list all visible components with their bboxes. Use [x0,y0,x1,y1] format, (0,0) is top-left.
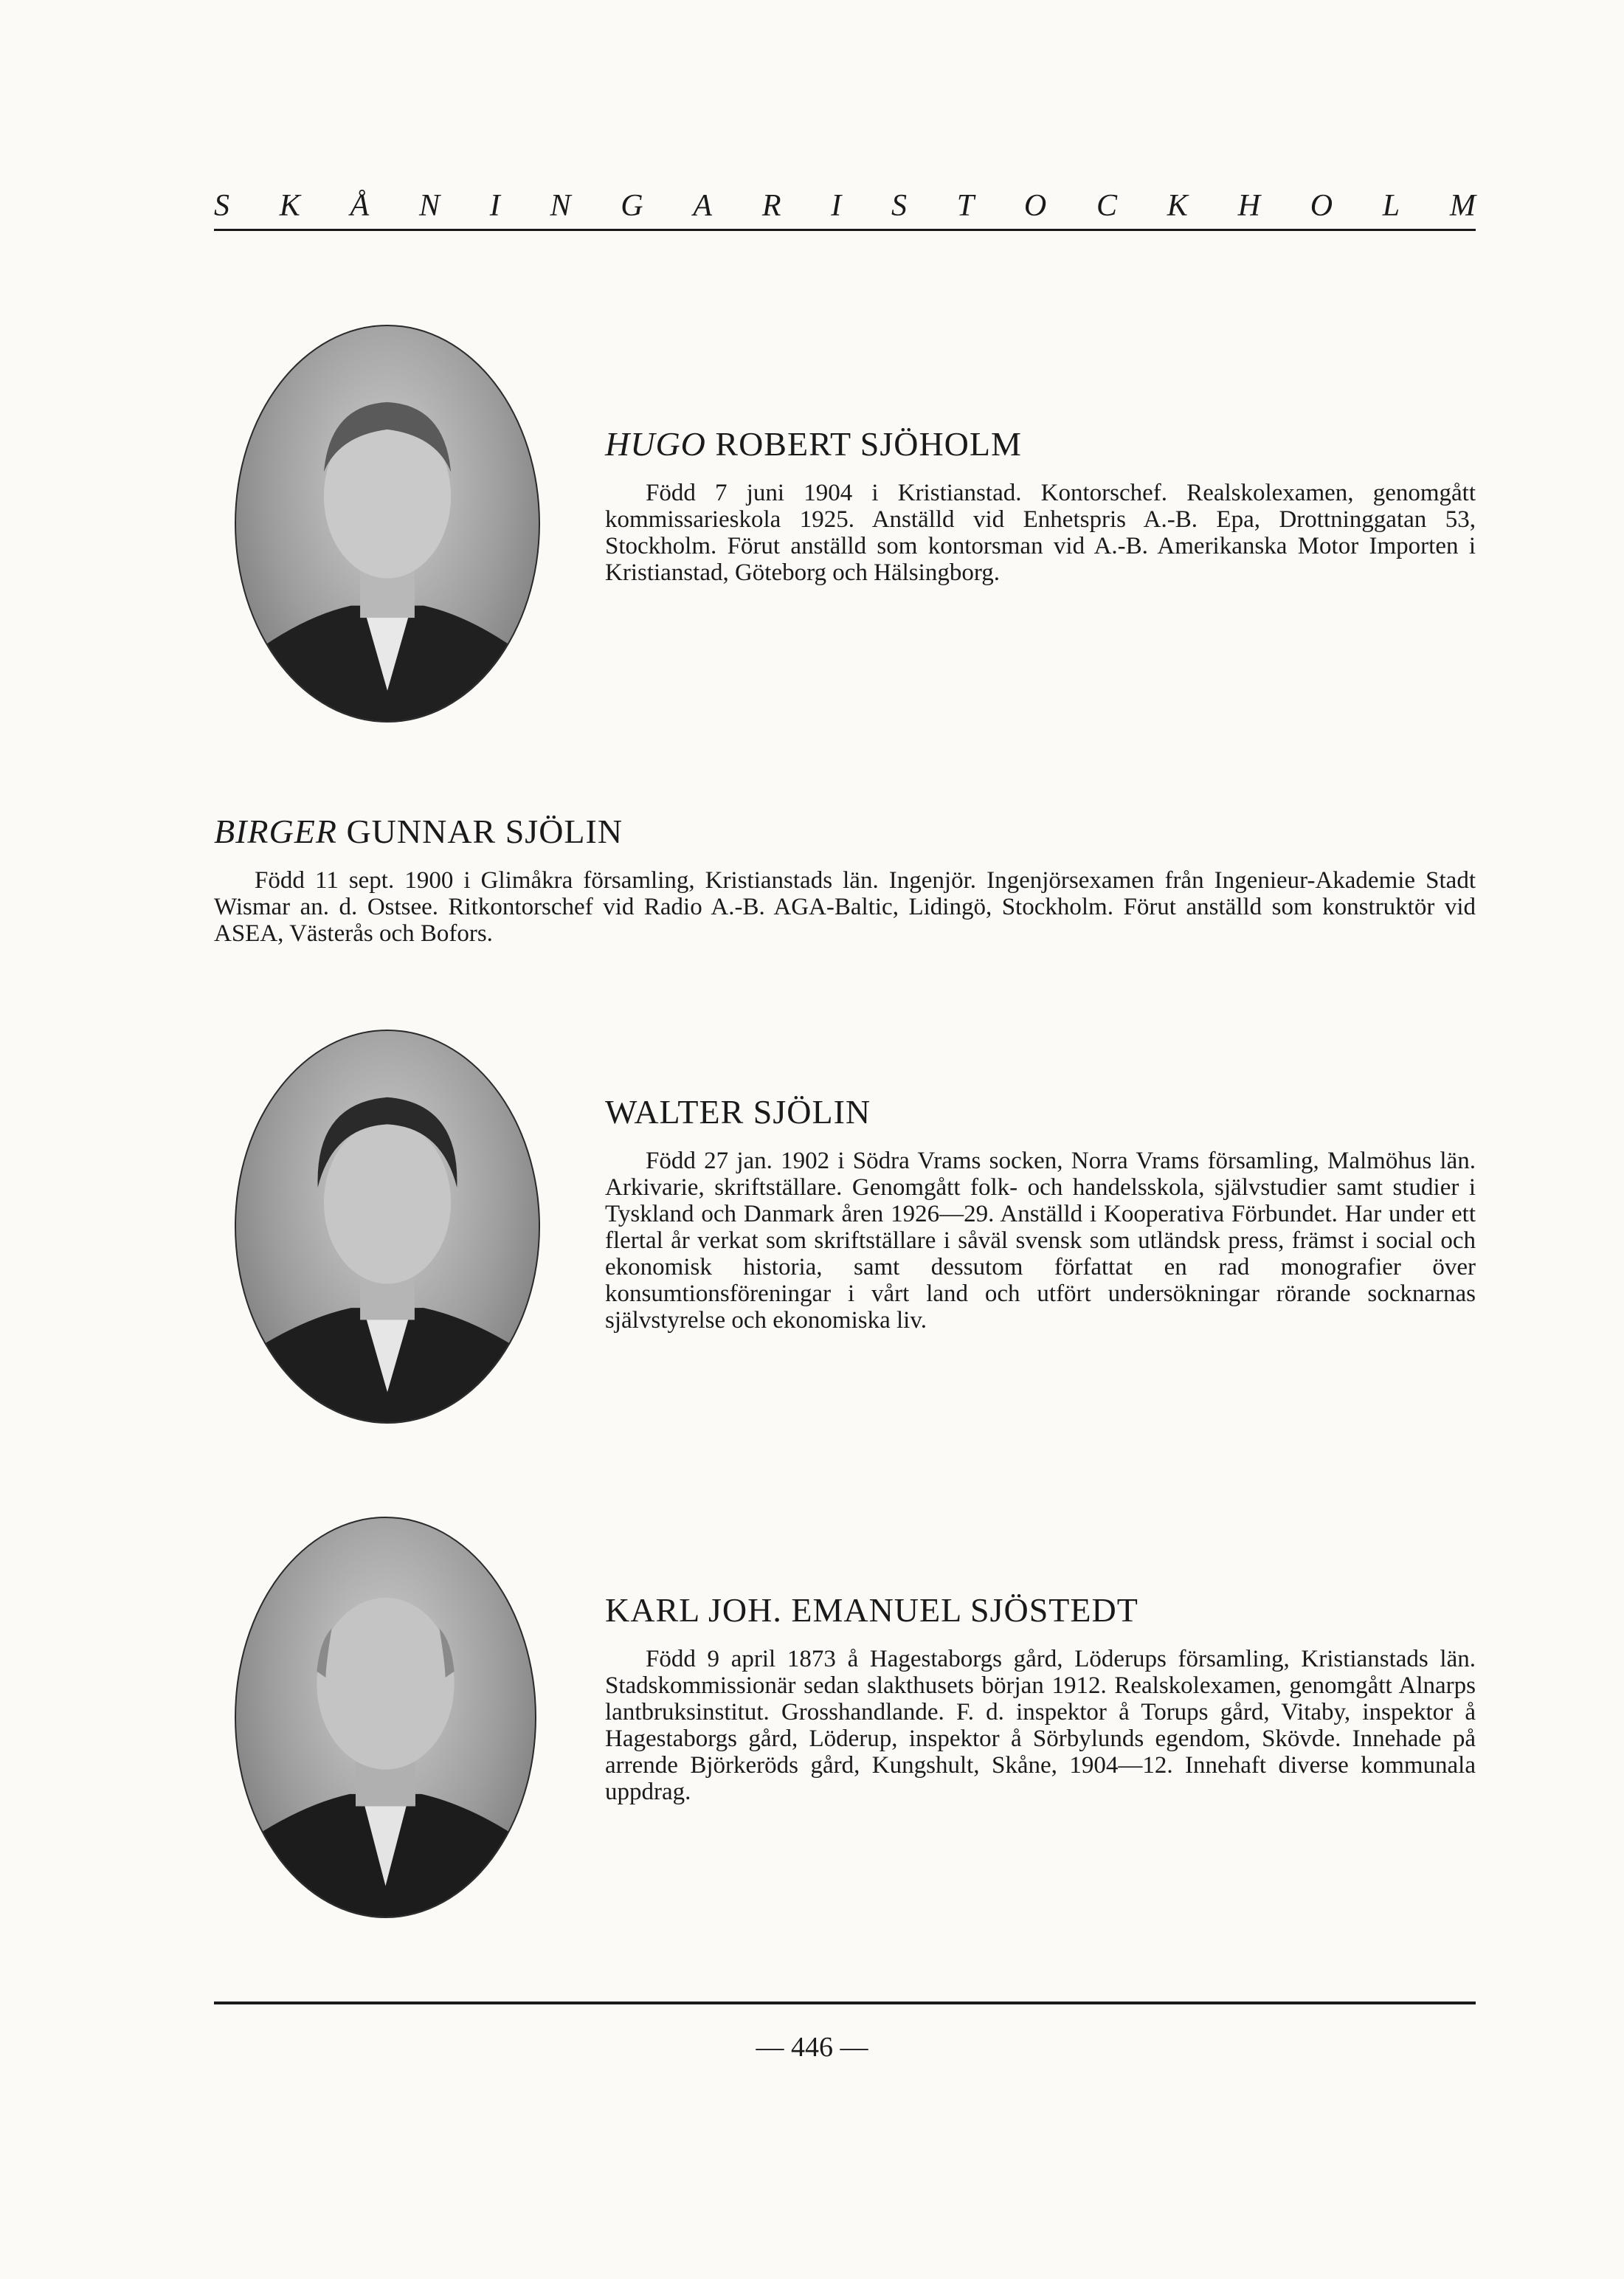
portrait-silhouette [236,1031,539,1422]
entry-name [214,812,1476,851]
running-head-letter: R [761,189,781,223]
header-rule [214,229,1476,231]
portrait-photo [235,325,540,723]
running-head [214,188,1476,224]
running-head-letter: H [1237,189,1260,223]
running-head-letter: I [489,189,500,223]
running-head-letter: G [621,189,643,223]
running-head-letter: O [1023,189,1047,223]
entry-name [605,1092,1476,1131]
entry-text: Född 11 sept. 1900 i Glimåkra församling, Kristianstads län. Ingenjör. Ingenjörsexamen från Ingenieur-Akademie Stadt Wismar an. d. Ostsee. Ritkontorschef vid Radio A.-B. AGA-Baltic, Lidingö, Stockholm. Förut anställd som konstruktör vid ASEA, Västerås och Bofors. [214,867,1476,947]
portrait-silhouette [236,1518,535,1917]
portrait-silhouette [236,326,539,721]
running-head-letter: S [891,189,908,223]
footer-rule [214,2002,1476,2004]
entry-surname: WALTER SJÖLIN [605,1093,871,1131]
biography-entry [605,1590,1476,1805]
entry-text: Född 9 april 1873 å Hagestaborgs gård, Löderups församling, Kristianstads län. Stadskommissionär sedan slakthusets början 1912. Realskolexamen, genomgått Alnarps lantbruksinstitut. Grosshandlande. F. d. inspektor å Torups gård, Vitaby, inspektor å Hagestaborgs gård, Löderup, inspektor å Sörbylunds egendom, Skövde. Innehade på arrende Björkeröds gård, Kungshult, Skåne, 1904—12. Innehaft diverse kommunala uppdrag. [605,1646,1476,1805]
entry-text: Född 27 jan. 1902 i Södra Vrams socken, Norra Vrams församling, Malmöhus län. Arkivarie, skriftställare. Genomgått folk- och handelsskola, självstudier samt studier i Tyskland och Danmark åren 1926—29. Anställd i Kooperativa Förbundet. Har under ett flertal år verkat som skriftställare i såväl svensk som utländsk press, främst i social och ekonomisk historia, samt dessutom författat en rad monografier över konsumtionsföreningar i vårt land och utfört undersökningar rörande socknarnas självstyrelse och ekonomiska liv. [605,1148,1476,1334]
entry-text: Född 7 juni 1904 i Kristianstad. Kontorschef. Realskolexamen, genomgått kommissarieskola 1925. Anställd vid Enhetspris A.-B. Epa, Drottninggatan 53, Stockholm. Förut anställd som kontorsman vid A.-B. Amerikanska Motor Importen i Kristianstad, Göteborg och Hälsingborg. [605,480,1476,586]
entry-name [605,424,1476,463]
entry-name [605,1590,1476,1630]
entry-surname: ROBERT SJÖHOLM [705,425,1022,463]
running-head-letter: M [1449,189,1476,223]
page-number: — 446 — [756,2032,868,2063]
biography-entry [605,1092,1476,1334]
running-head-letter: N [550,189,571,223]
running-head-letter: I [831,189,842,223]
running-head-letter: Å [350,189,370,223]
running-head-letter: K [1167,189,1188,223]
portrait-photo [235,1030,540,1424]
biography-entry [214,812,1476,947]
running-head-letter: L [1382,189,1400,223]
entry-given-name: BIRGER [214,813,337,850]
biography-entry [605,424,1476,586]
portrait-photo [235,1517,536,1918]
running-head-letter: C [1096,189,1118,223]
entry-surname: KARL JOH. EMANUEL SJÖSTEDT [605,1591,1138,1629]
running-head-letter: A [693,189,713,223]
entry-given-name: HUGO [605,425,706,463]
running-head-letter: S [214,189,229,223]
running-head-letter: T [956,189,975,223]
running-head-letter: K [279,189,300,223]
entry-surname: GUNNAR SJÖLIN [336,813,623,850]
running-head-letter: O [1310,189,1333,223]
running-head-letter: N [418,189,440,223]
